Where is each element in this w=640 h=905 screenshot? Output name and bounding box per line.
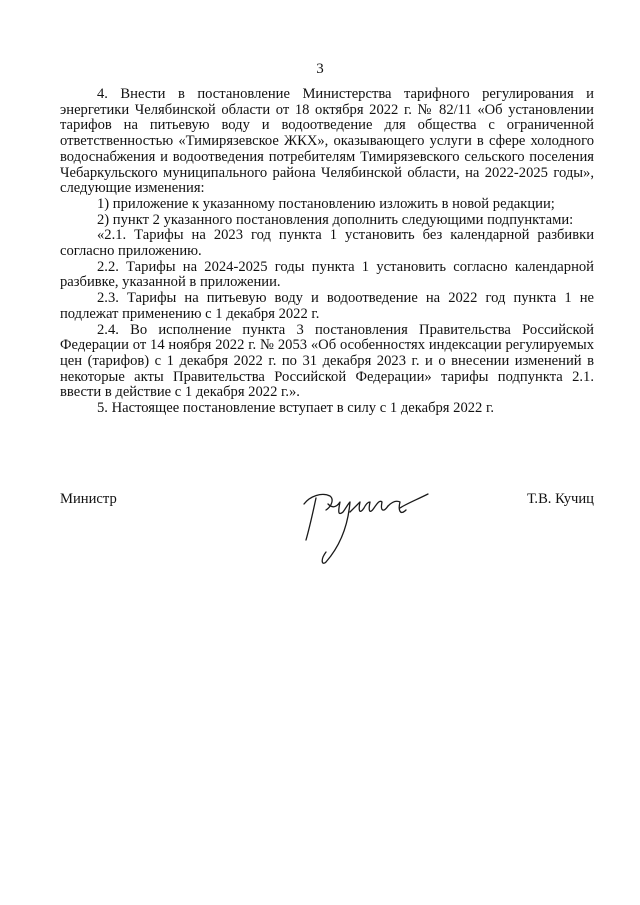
document-body: [60, 87, 594, 417]
handwritten-signature: [288, 482, 448, 572]
signatory-title: Министр: [60, 491, 117, 507]
page-number: 3: [316, 61, 324, 77]
paragraph-clause-2-3: 2.3. Тарифы на питьевую воду и водоотведение на 2022 год пункта 1 не подлежат применению с 1 декабря 2022 г.: [60, 290, 594, 322]
paragraph-subitem-1: 1) приложение к указанному постановлению изложить в новой редакции;: [97, 195, 555, 212]
paragraph-clause-2-4: 2.4. Во исполнение пункта 3 постановления Правительства Российской Федерации от 14 ноября 2022 г. № 2053 «Об особенностях индексации регулируемых цен (тарифов) с 1 декабря 2022 г. по 31 декабря 2023 г. и о внесении изменений в некоторые акты Правительства Российской Федерации» тарифы подпункта 2.1. ввести в действие с 1 декабря 2022 г.».: [60, 321, 594, 401]
paragraph-clause-2-1: «2.1. Тарифы на 2023 год пункта 1 установить без календарной разбивки согласно приложению.: [60, 227, 594, 260]
paragraph-item-4: 4. Внести в постановление Министерства тарифного регулирования и энергетики Челябинской области от 18 октября 2022 г. № 82/11 «Об установлении тарифов на питьевую воду и водоотведение для общества с ограниченной ответственностью «Тимирязевское ЖКХ», оказывающего услуги в сфере холодного водоснабжения и водоотведения потребителям Тимирязевского сельского поселения Чебаркульского муниципального района Челябинской области, на 2022-2025 годы», следующие изменения:: [60, 86, 594, 197]
signatory-name: Т.В. Кучиц: [526, 491, 594, 507]
signature-block: [60, 482, 594, 572]
paragraph-clause-2-2: 2.2. Тарифы на 2024-2025 годы пункта 1 установить согласно календарной разбивке, указанной в приложении.: [60, 258, 594, 291]
paragraph-subitem-2: 2) пункт 2 указанного постановления дополнить следующими подпунктами:: [97, 211, 574, 228]
paragraph-item-5: 5. Настоящее постановление вступает в силу с 1 декабря 2022 г.: [97, 400, 494, 417]
